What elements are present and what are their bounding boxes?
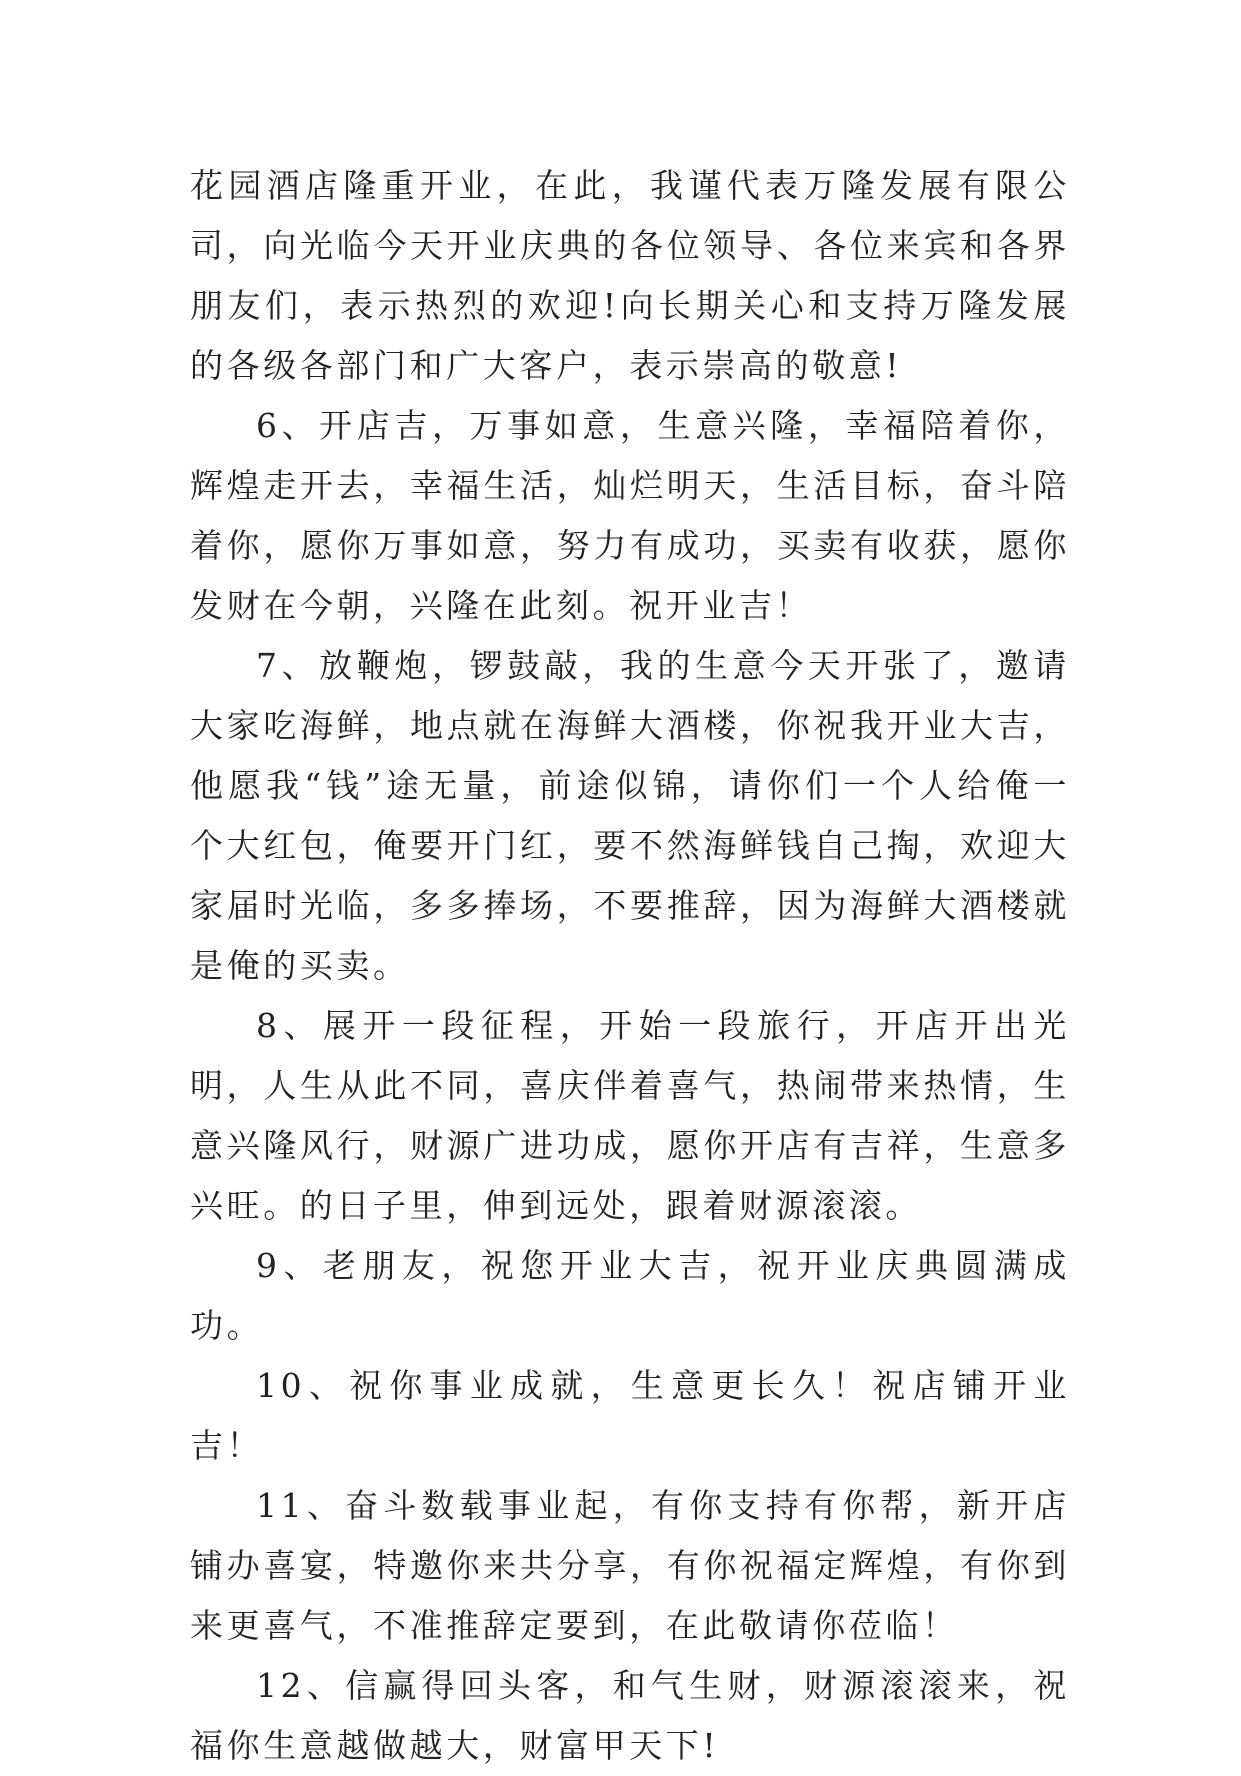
document-body — [190, 156, 1070, 1776]
paragraph-item-9: 9、老朋友，祝您开业大吉，祝开业庆典圆满成功。 — [190, 1246, 1070, 1345]
paragraph-item-6: 6、开店吉，万事如意，生意兴隆，幸福陪着你，辉煌走开去，幸福生活，灿烂明天，生活目标，奋斗陪着你，愿你万事如意，努力有成功，买卖有收获，愿你发财在今朝，兴隆在此刻。祝开业吉！ — [190, 406, 1070, 625]
paragraph-item-12: 12、信赢得回头客，和气生财，财源滚滚来，祝福你生意越做越大，财富甲天下! — [190, 1666, 1070, 1765]
paragraph-opening: 花园酒店隆重开业，在此，我谨代表万隆发展有限公司，向光临今天开业庆典的各位领导、各位来宾和各界朋友们，表示热烈的欢迎!向长期关心和支持万隆发展的各级各部门和广大客户，表示崇高的敬意! — [190, 166, 1070, 385]
paragraph-item-10: 10、祝你事业成就，生意更长久！祝店铺开业吉！ — [190, 1366, 1070, 1465]
paragraph-item-11: 11、奋斗数载事业起，有你支持有你帮，新开店铺办喜宴，特邀你来共分享，有你祝福定辉煌，有你到来更喜气，不准推辞定要到，在此敬请你莅临！ — [190, 1486, 1070, 1645]
paragraph-item-8: 8、展开一段征程，开始一段旅行，开店开出光明，人生从此不同，喜庆伴着喜气，热闹带来热情，生意兴隆风行，财源广进功成，愿你开店有吉祥，生意多兴旺。的日子里，伸到远处，跟着财源滚滚。 — [190, 1006, 1070, 1225]
paragraph-item-7: 7、放鞭炮，锣鼓敲，我的生意今天开张了，邀请大家吃海鲜，地点就在海鲜大酒楼，你祝我开业大吉，他愿我“钱”途无量，前途似锦，请你们一个人给俺一个大红包，俺要开门红，要不然海鲜钱自己掏，欢迎大家届时光临，多多捧场，不要推辞，因为海鲜大酒楼就是俺的买卖。 — [190, 646, 1070, 985]
